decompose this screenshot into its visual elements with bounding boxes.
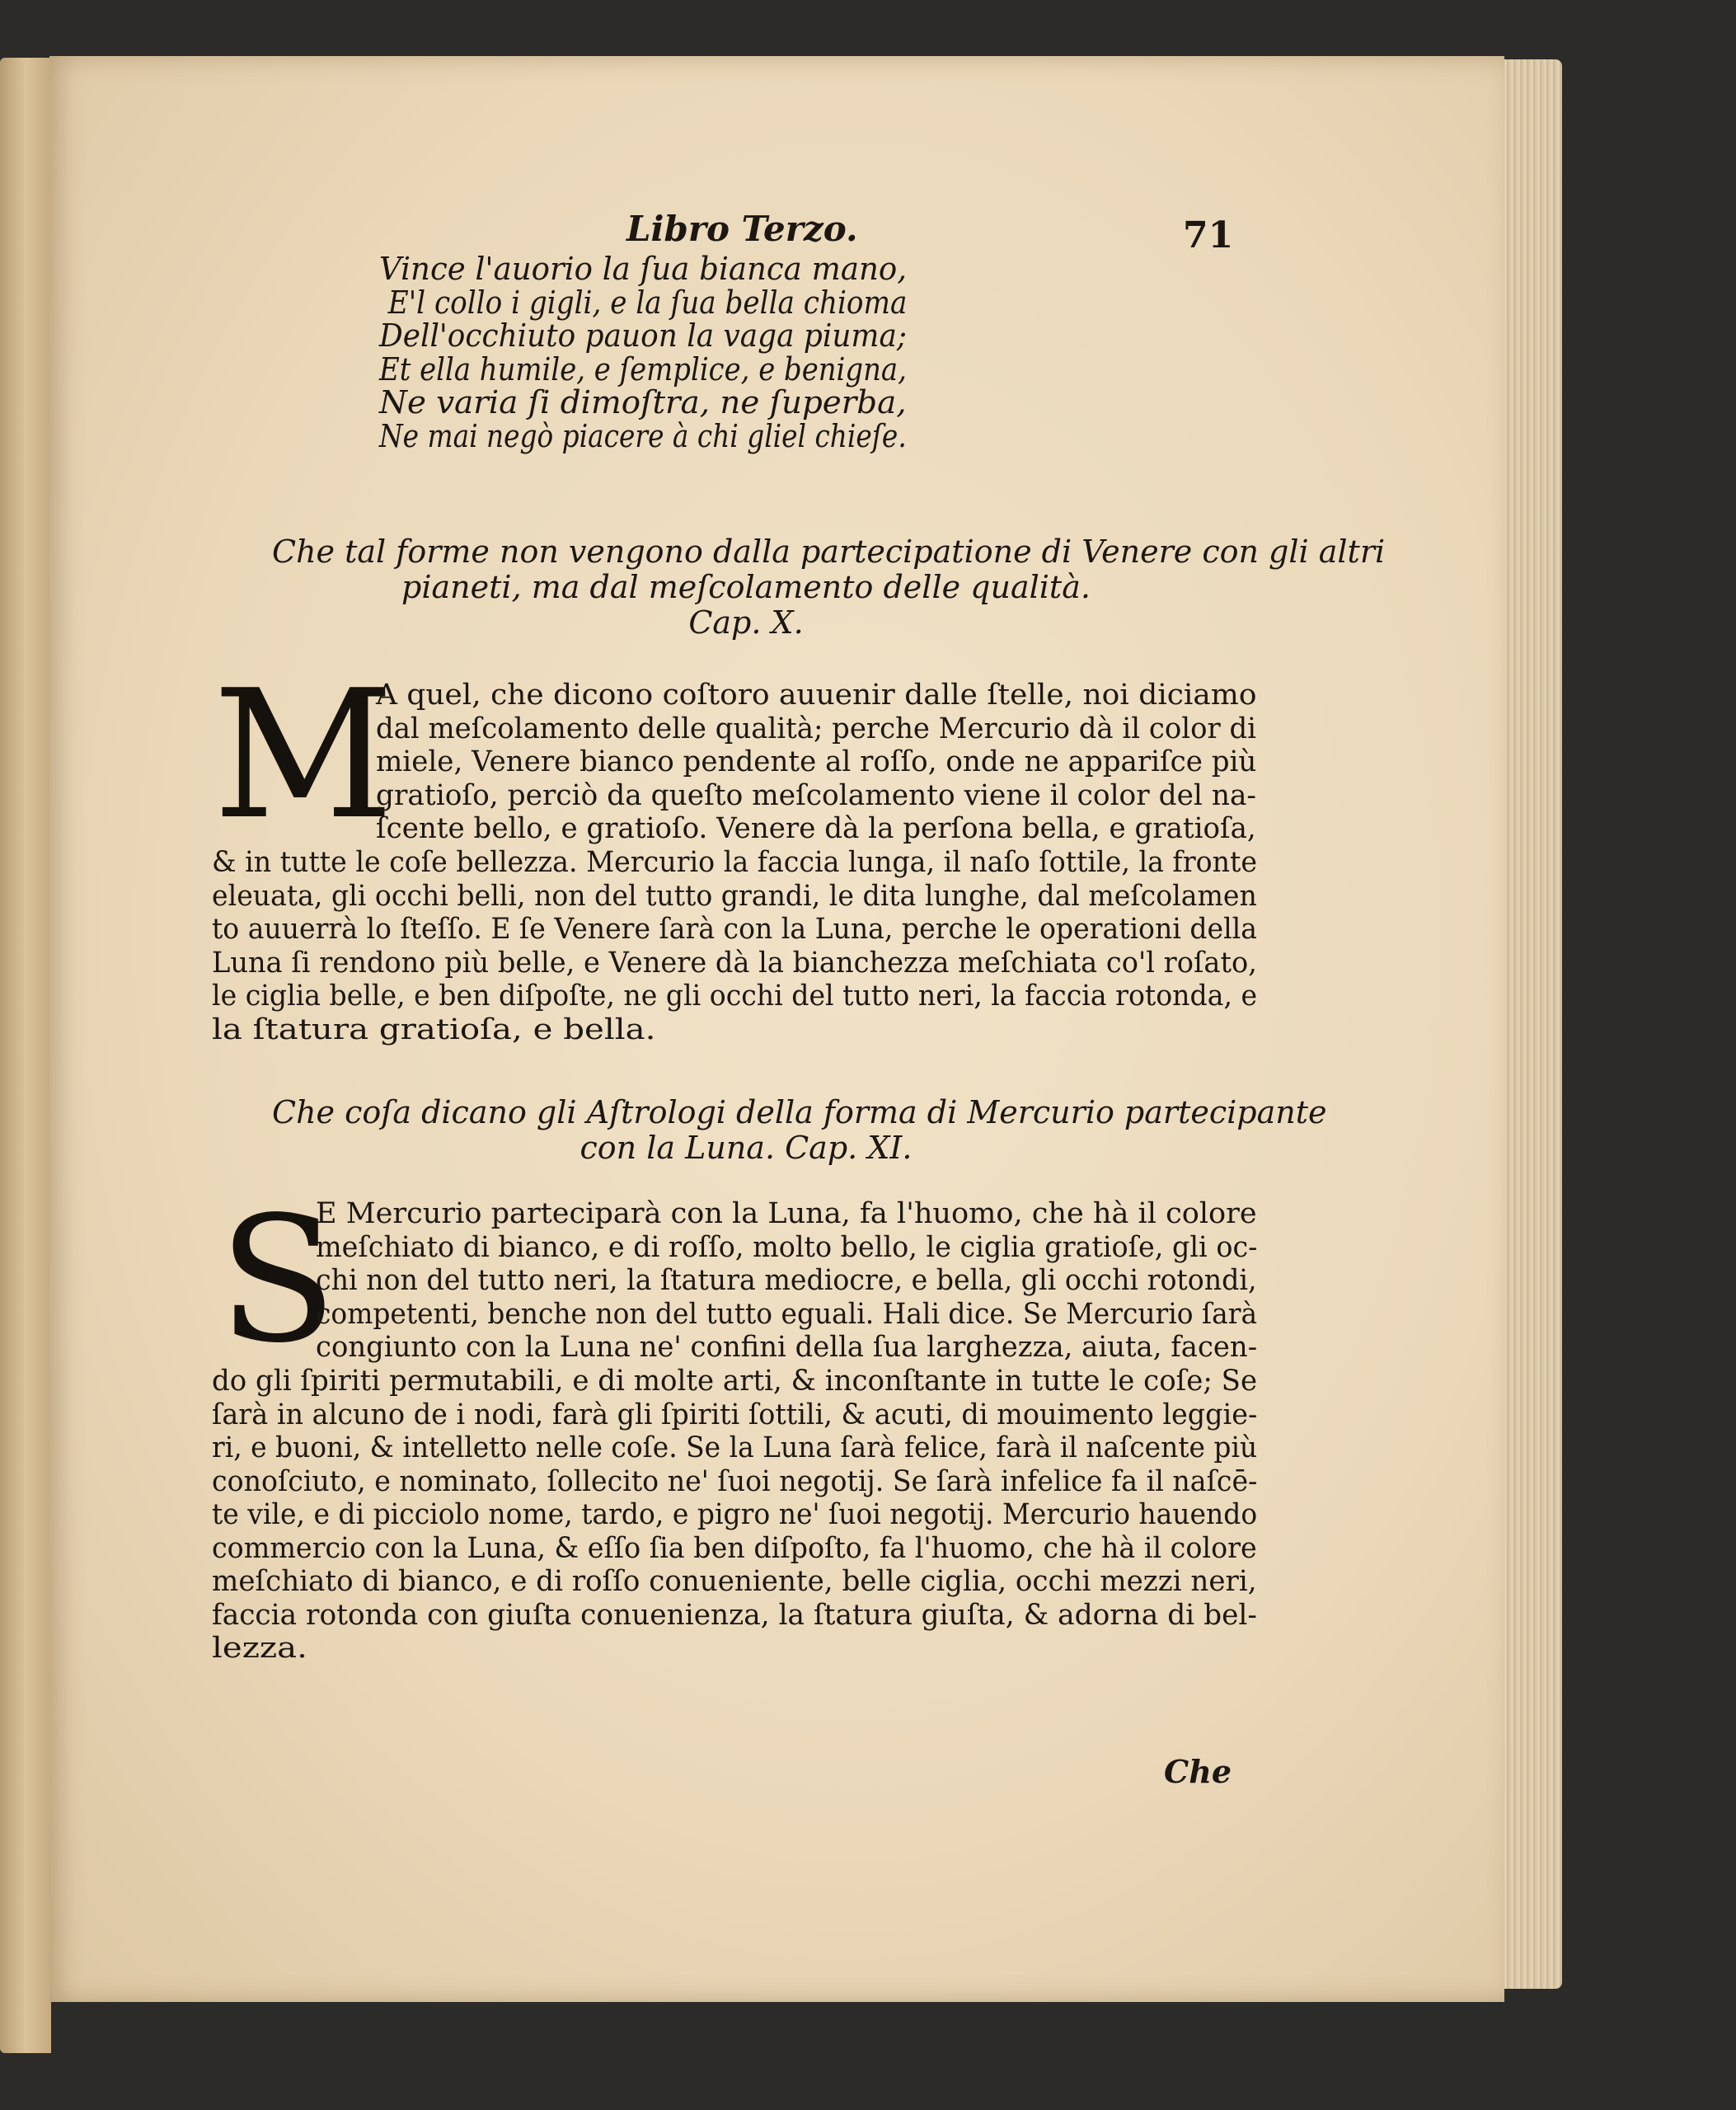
heading-line: pianeti, ma dal meſcolamento delle qualità.	[401, 569, 1091, 605]
text-line: conoſciuto, e nominato, ſollecito ne' ſuoi negotij. Se ſarà infelice fa il naſcē-	[212, 1464, 1258, 1498]
poem-line: Ne varia ſi dimoſtra, ne ſuperba,	[379, 384, 907, 421]
catchword: Che	[1164, 1753, 1232, 1790]
chapter-10-indented-text	[376, 679, 1285, 846]
text-line: dal meſcolamento delle qualità; perche Mercurio dà il color di	[376, 712, 1257, 745]
text-line: lezza.	[212, 1632, 307, 1665]
text-line: E Mercurio parteciparà con la Luna, fa l'huomo, che hà il colore	[316, 1197, 1257, 1230]
text-line: ſcente bello, e gratioſo. Venere dà la perſona bella, e gratioſa,	[376, 812, 1256, 845]
heading-line: Che coſa dicano gli Aſtrologi della forma di Mercurio partecipante	[272, 1094, 1327, 1130]
chapter-11-full-text	[212, 1365, 1325, 1666]
text-line: te vile, e di picciolo nome, tardo, e pigro ne' ſuoi negotij. Mercurio hauendo	[212, 1498, 1258, 1531]
heading-line: con la Luna. Cap. XI.	[579, 1130, 913, 1166]
poem-line: Et ella humile, e ſemplice, e benigna,	[379, 350, 907, 388]
heading-line: Cap. X.	[688, 604, 804, 641]
text-line: Luna ſi rendono più belle, e Venere dà la bianchezza meſchiata co'l roſato,	[212, 946, 1257, 980]
running-header: Libro Terzo.	[626, 209, 858, 249]
text-line: le ciglia belle, e ben diſpoſte, ne gli occhi del tutto neri, la faccia rotonda, e	[212, 980, 1258, 1013]
text-line: A quel, che dicono coſtoro auuenir dalle ſtelle, noi diciamo	[376, 679, 1257, 712]
text-line: meſchiato di bianco, e di roſſo conueniente, belle ciglia, occhi mezzi neri,	[212, 1565, 1257, 1598]
text-line: competenti, benche non del tutto eguali. Hali dice. Se Mercurio ſarà	[316, 1297, 1258, 1331]
poem-stanza	[379, 252, 991, 453]
chapter-11-heading	[272, 1094, 1327, 1166]
text-line: la ſtatura gratioſa, e bella.	[212, 1013, 656, 1046]
text-line: to auuerrà lo ſteſſo. E ſe Venere ſarà con la Luna, perche le operationi della	[212, 913, 1257, 946]
text-line: gratioſo, perciò da queſto meſcolamento viene il color del na-	[376, 778, 1257, 812]
text-line: miele, Venere bianco pendente al roſſo, onde ne appariſce più	[376, 745, 1257, 778]
left-page-edge	[0, 58, 51, 2053]
poem-line: Ne mai negò piacere à chi gliel chieſe.	[379, 417, 907, 454]
chapter-10-full-text	[212, 846, 1318, 1046]
chapter-11-indented-text	[316, 1197, 1318, 1365]
poem-line: Vince l'auorio la ſua bianca mano,	[379, 251, 908, 287]
text-line: commercio con la Luna, & eſſo ſia ben diſpoſto, fa l'huomo, che hà il colore	[212, 1531, 1257, 1565]
poem-line: E'l collo i gigli, e la ſua bella chioma	[387, 284, 908, 321]
text-line: meſchiato di bianco, e di roſſo, molto bello, le ciglia gratioſe, gli oc-	[316, 1230, 1258, 1264]
drop-cap-m: M	[213, 651, 395, 858]
text-line: ſarà in alcuno de i nodi, farà gli ſpiriti ſottili, & acuti, di mouimento leggie-	[212, 1398, 1258, 1431]
text-line: congiunto con la Luna ne' confini della ſua larghezza, aiuta, facen-	[316, 1331, 1258, 1364]
text-line: faccia rotonda con giuſta conuenienza, la ſtatura giuſta, & adorna di bel-	[212, 1598, 1257, 1632]
text-line: do gli ſpiriti permutabili, e di molte arti, & inconſtante in tutte le coſe; Se	[212, 1365, 1258, 1398]
book-page	[49, 56, 1504, 2002]
text-line: chi non del tutto neri, la ſtatura mediocre, e bella, gli occhi rotondi,	[316, 1264, 1257, 1297]
text-line: ri, e buoni, & intelletto nelle coſe. Se la Luna ſarà felice, farà il naſcente più	[212, 1431, 1258, 1464]
poem-line: Dell'occhiuto pauon la vaga piuma;	[379, 317, 907, 354]
page-number: 71	[1183, 214, 1234, 256]
text-line: & in tutte le coſe bellezza. Mercurio la faccia lunga, il naſo ſottile, la fronte	[212, 846, 1258, 879]
text-line: eleuata, gli occhi belli, non del tutto grandi, le dita lunghe, dal meſcolamen	[212, 879, 1257, 913]
drop-cap-s: S	[218, 1179, 337, 1381]
chapter-10-heading	[272, 533, 1386, 641]
heading-line: Che tal forme non vengono dalla partecipatione di Venere con gli altri	[272, 533, 1386, 570]
